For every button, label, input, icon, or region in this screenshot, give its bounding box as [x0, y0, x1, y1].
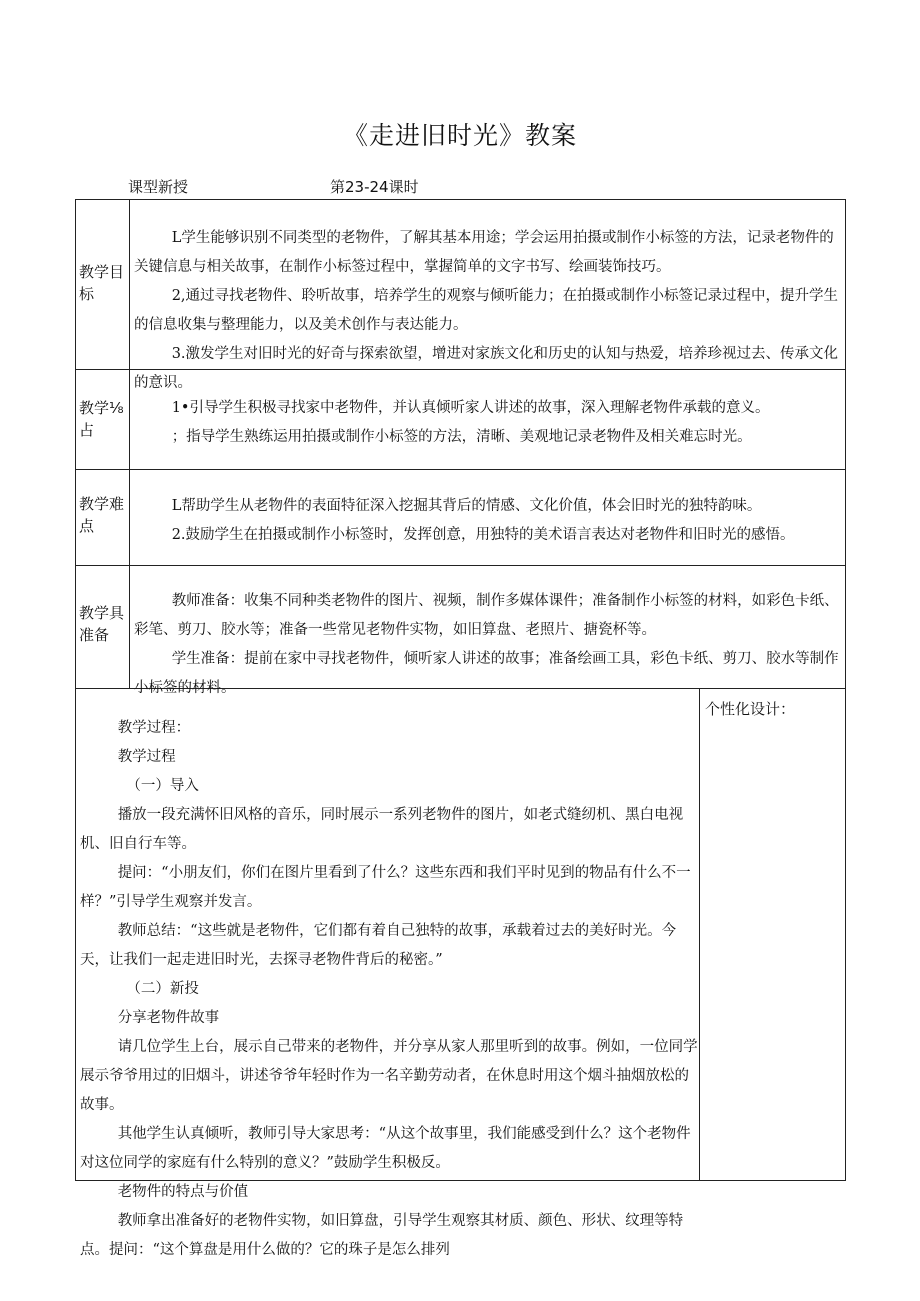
student-preparation: 学生准备：提前在家中寻找老物件，倾听家人讲述的故事；准备绘画工具，彩色卡纸、剪刀、胶水等制作小标签的材料。 — [134, 651, 839, 696]
difficulties-content — [134, 492, 844, 550]
lesson-type: 课型新授 — [128, 178, 189, 196]
section-intro-heading: （一）导入 — [126, 778, 199, 794]
lesson-period: 第23-24课时 — [330, 178, 419, 196]
process-subheading: 教学过程 — [117, 749, 176, 765]
share-stories-paragraph-1: 请几位学生上台，展示自己带来的老物件，并分享从家人那里听到的故事。例如，一位同学展示爷爷用过的旧烟斗，讲述爷爷年轻时作为一名辛勤劳动者，在休息时用这个烟斗抽烟放松的故事。 — [80, 1039, 698, 1113]
features-paragraph: 教师拿出准备好的老物件实物，如旧算盘，引导学生观察其材质、颜色、形状、纹理等特点。提问：“这个算盘是用什么做的？它的珠子是怎么排列 — [80, 1213, 684, 1258]
teacher-preparation: 教师准备：收集不同种类老物件的图片、视频，制作多媒体课件；准备制作小标签的材料，如彩色卡纸、彩笔、剪刀、胶水等；准备一些常见老物件实物，如旧算盘、老照片、搪瓷杯等。 — [134, 593, 839, 638]
key-points-content — [134, 394, 844, 452]
difficulties-label: 教学难点 — [79, 495, 125, 535]
row-divider — [75, 565, 846, 566]
difficulty-1: L帮助学生从老物件的表面特征深入挖掘其背后的情感、文化价值，体会旧时光的独特韵味。 — [171, 498, 762, 514]
key-point-2: ；指导学生熟练运用拍摄或制作小标签的方法，清晰、美观地记录老物件及相关难忘时光。 — [171, 429, 752, 445]
key-point-1: 1•引导学生积极寻找家中老物件，并认真倾听家人讲述的故事，深入理解老物件承载的意义。 — [171, 400, 770, 416]
intro-paragraph-1: 播放一段充满怀旧风格的音乐，同时展示一系列老物件的图片，如老式缝纫机、黑白电视机、旧自行车等。 — [80, 807, 684, 852]
personalized-design-label: 个性化设计： — [705, 700, 796, 718]
row-divider — [75, 469, 846, 470]
key-points-label: 教学⅛占 — [79, 399, 124, 439]
objectives-label: 教学目标 — [79, 263, 125, 303]
objectives-content — [134, 224, 844, 398]
process-heading: 教学过程： — [117, 720, 191, 736]
objective-2: 2,通过寻找老物件、聆听故事，培养学生的观察与倾听能力；在拍摄或制作小标签记录过程中，提升学生的信息收集与整理能力，以及美术创作与表达能力。 — [134, 288, 839, 333]
section-new-heading: （二）新投 — [126, 981, 199, 997]
label-column-divider — [129, 199, 130, 688]
intro-paragraph-3: 教师总结：“这些就是老物件，它们都有着自己独特的故事，承载着过去的美好时光。今天，让我们一起走进旧时光，去探寻老物件背后的秘密。” — [80, 923, 677, 968]
document-title: 《走进旧时光》教案 — [342, 121, 577, 150]
share-stories-paragraph-2: 其他学生认真倾听，教师引导大家思考：“从这个故事里，我们能感受到什么？这个老物件对这位同学的家庭有什么特别的意义？”鼓励学生积极反。 — [80, 1126, 691, 1171]
features-heading: 老物件的特点与价值 — [117, 1184, 249, 1200]
objective-3: 3.激发学生对旧时光的好奇与探索欲望，增进对家族文化和历史的认知与热爱，培养珍视过去、传承文化的意识。 — [134, 346, 839, 391]
teaching-process — [80, 714, 700, 1265]
intro-paragraph-2: 提问：“小朋友们，你们在图片里看到了什么？这些东西和我们平时见到的物品有什么不一样？”引导学生观察并发言。 — [80, 865, 691, 910]
difficulty-2: 2.鼓励学生在拍摄或制作小标签时，发挥创意，用独特的美术语言表达对老物件和旧时光的感悟。 — [171, 527, 795, 543]
preparation-content — [134, 587, 844, 703]
share-stories-heading: 分享老物件故事 — [117, 1010, 220, 1026]
objective-1: L学生能够识别不同类型的老物件，了解其基本用途；学会运用拍摄或制作小标签的方法，记录老物件的关键信息与相关故事，在制作小标签过程中，掌握简单的文字书写、绘画装饰技巧。 — [134, 230, 834, 275]
preparation-label: 教学具准备 — [79, 604, 125, 644]
